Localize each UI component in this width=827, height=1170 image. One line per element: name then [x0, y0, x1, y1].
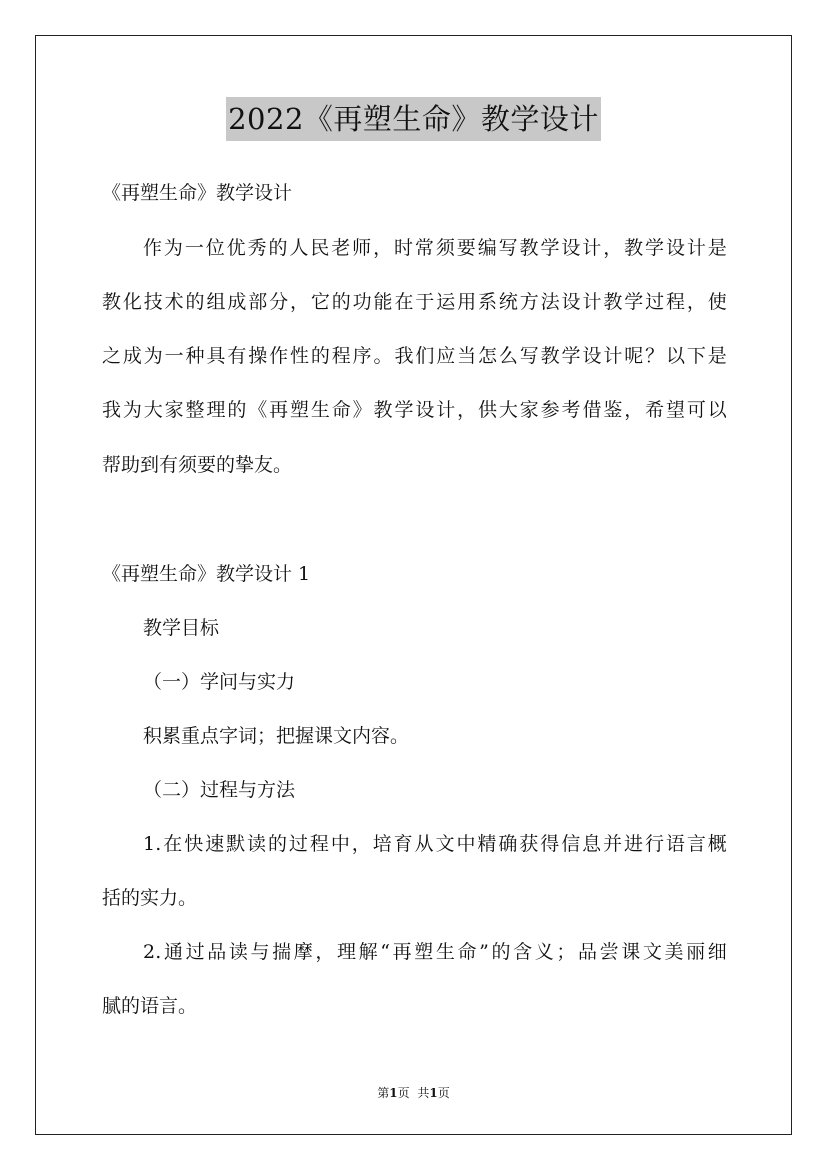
- intro-line-2[interactable]: 教化技术的组成部分，它的功能在于运用系统方法设计教学过程，使: [102, 291, 727, 313]
- footer-page-label: 第: [377, 1086, 390, 1100]
- footer-total-number: 1: [429, 1086, 438, 1100]
- footer-page-unit: 页: [397, 1086, 410, 1100]
- item2-line-1[interactable]: 2.通过品读与揣摩，理解“再塑生命”的含义；品尝课文美丽细: [143, 941, 727, 963]
- footer-total-label: 共: [417, 1086, 430, 1100]
- page-footer: [0, 1085, 827, 1101]
- item1-line-1[interactable]: 1.在快速默读的过程中，培育从文中精确获得信息并进行语言概: [143, 833, 727, 855]
- sub1-heading[interactable]: （一）学问与实力: [143, 671, 296, 693]
- goals-heading[interactable]: 教学目标: [143, 617, 220, 639]
- sub1-text[interactable]: 积累重点字词；把握课文内容。: [143, 725, 410, 747]
- intro-line-1[interactable]: 作为一位优秀的人民老师，时常须要编写教学设计，教学设计是: [143, 237, 727, 259]
- item1-line-2[interactable]: 括的实力。: [102, 887, 198, 909]
- footer-page-number: 1: [389, 1086, 398, 1100]
- sub2-heading[interactable]: （二）过程与方法: [143, 779, 296, 801]
- document-title[interactable]: 2022《再塑生命》教学设计: [226, 97, 601, 141]
- item2-line-2[interactable]: 腻的语言。: [102, 995, 198, 1017]
- intro-line-5[interactable]: 帮助到有须要的挚友。: [102, 454, 293, 476]
- intro-line-4[interactable]: 我为大家整理的《再塑生命》教学设计，供大家参考借鉴，希望可以: [102, 399, 727, 421]
- intro-line-3[interactable]: 之成为一种具有操作性的程序。我们应当怎么写教学设计呢？以下是: [102, 345, 727, 367]
- title-container: [0, 97, 827, 141]
- footer-total-unit: 页: [437, 1086, 450, 1100]
- section-heading[interactable]: 《再塑生命》教学设计 1: [102, 563, 311, 585]
- document-subtitle[interactable]: 《再塑生命》教学设计: [102, 182, 293, 204]
